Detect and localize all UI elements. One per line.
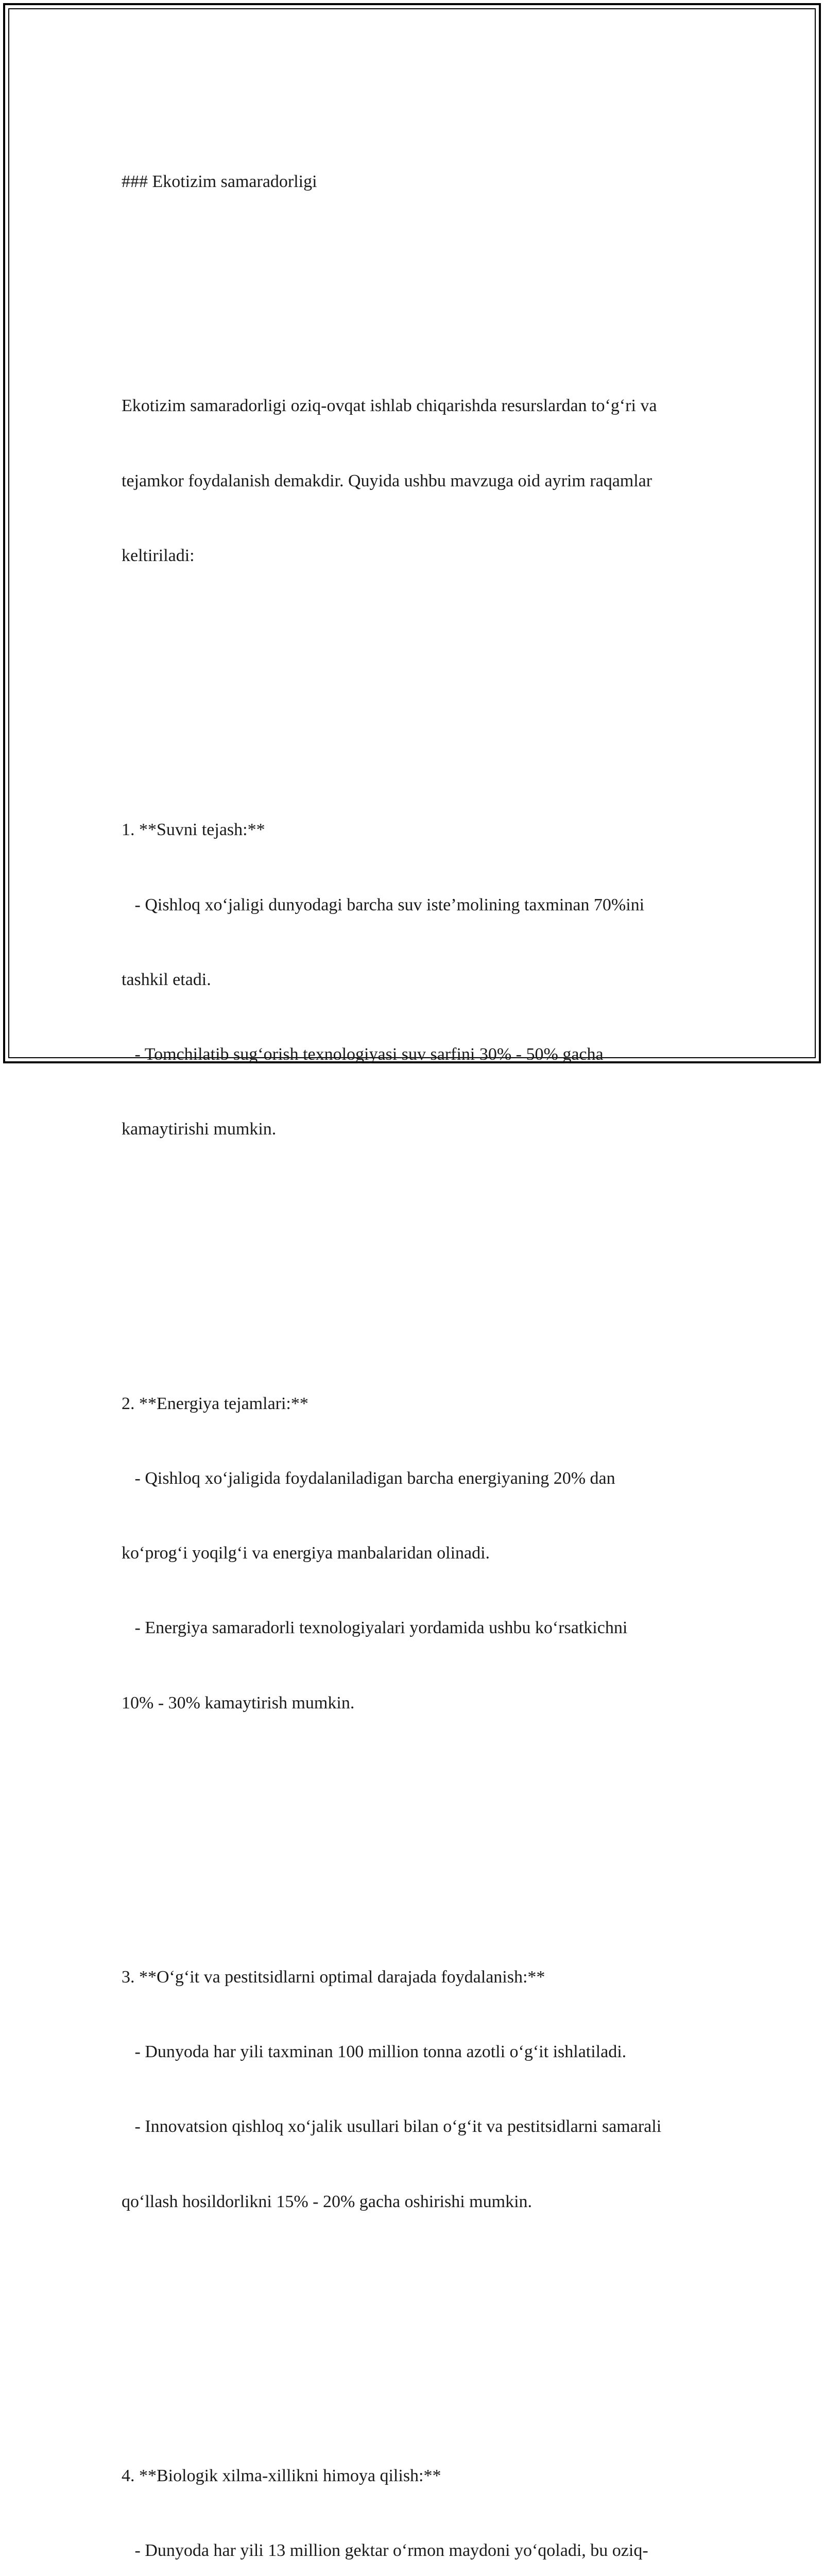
intro-paragraph [122,344,729,618]
text-line: - Innovatsion qishloq xo‘jalik usullari bilan o‘g‘it va pestitsidlarni samarali [122,2117,662,2137]
text-line: - Dunyoda har yili 13 million gektar o‘rmon maydoni yo‘qoladi, bu oziq- [122,2541,648,2561]
text-line: - Qishloq xo‘jaligida foydalaniladigan barcha energiyaning 20% dan [122,1468,615,1488]
section-title: 3. **O‘g‘it va pestitsidlarni optimal darajada foydalanish:** [122,1968,545,1987]
spacer [122,2314,729,2339]
text-line: keltiriladi: [122,546,195,565]
text-line: Ekotizim samaradorligi oziq-ovqat ishlab chiqarishda resurslardan to‘g‘ri va [122,396,657,416]
document-heading: ### Ekotizim samaradorligi [122,172,317,191]
text-line: - Tomchilatib sug‘orish texnologiyasi suv sarfini 30% - 50% gacha [122,1045,604,1064]
document-body [122,120,729,2576]
section-fertilizer [122,1915,729,2264]
spacer [122,668,729,693]
section-title: 2. **Energiya tejamlari:** [122,1394,308,1413]
spacer [122,244,729,269]
spacer [122,1242,729,1266]
spacer [122,1816,729,1840]
section-biodiversity [122,2414,729,2576]
text-line: 10% - 30% kamaytirish mumkin. [122,1693,355,1713]
section-title: 4. **Biologik xilma-xillikni himoya qilish:** [122,2466,441,2486]
text-line: qo‘llash hosildorlikni 15% - 20% gacha oshirishi mumkin. [122,2192,533,2211]
section-title: 1. **Suvni tejash:** [122,820,265,840]
text-line: - Energiya samaradorli texnologiyalari yordamida ushbu ko‘rsatkichni [122,1618,628,1638]
section-water [122,768,729,1192]
text-line: - Qishloq xo‘jaligi dunyodagi barcha suv iste’molining taxminan 70%ini [122,895,645,914]
text-line: - Dunyoda har yili taxminan 100 million tonna azotli o‘g‘it ishlatiladi. [122,2042,627,2062]
text-line: ko‘prog‘i yoqilg‘i va energiya manbalaridan olinadi. [122,1544,490,1563]
section-energy [122,1342,729,1766]
text-line: kamaytirishi mumkin. [122,1120,277,1139]
text-line: tashkil etadi. [122,970,211,989]
text-line: tejamkor foydalanish demakdir. Quyida ushbu mavzuga oid ayrim raqamlar [122,471,653,490]
